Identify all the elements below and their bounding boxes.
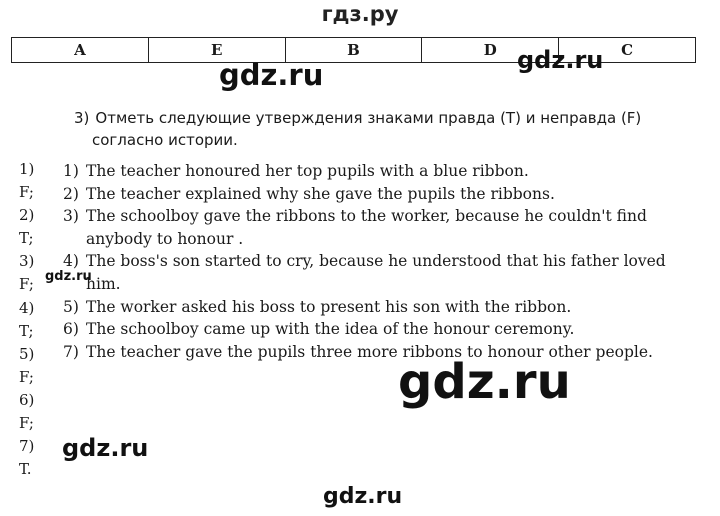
statement-text: The schoolboy came up with the idea of the honour ceremony. xyxy=(86,320,575,339)
statement-item xyxy=(63,341,703,364)
watermark: gdz.ru xyxy=(219,58,324,92)
statement-number: 5) xyxy=(63,297,79,316)
answer-key-item: 3) xyxy=(19,252,35,271)
watermark: gdz.ru xyxy=(45,269,92,284)
statement-number: 7) xyxy=(63,342,79,361)
instruction-line: согласно истории. xyxy=(92,131,238,149)
site-title: гдз.ру xyxy=(321,2,399,26)
statement-list xyxy=(63,160,703,363)
answer-key-item: 5) xyxy=(19,344,35,363)
answer-key-item: F; xyxy=(19,367,34,386)
answer-cell: D xyxy=(422,38,559,63)
statement-item xyxy=(63,318,703,341)
task-instruction xyxy=(74,107,694,151)
instruction-line: Отметь следующие утверждения знаками правда (T) и неправда (F) xyxy=(95,109,642,127)
answer-key-item: T; xyxy=(19,229,34,248)
statement-text: The worker asked his boss to present his son with the ribbon. xyxy=(86,297,572,316)
statement-number: 2) xyxy=(63,184,79,203)
answer-cell: C xyxy=(559,38,696,63)
statement-item xyxy=(63,160,703,183)
statement-text: The teacher explained why she gave the pupils the ribbons. xyxy=(86,184,555,203)
task-number: 3) xyxy=(74,109,90,127)
answer-key-item: F; xyxy=(19,183,34,202)
statement-number: 4) xyxy=(63,252,79,271)
answer-key xyxy=(19,158,59,481)
answer-key-item: 6) xyxy=(19,390,35,409)
statement-number: 6) xyxy=(63,320,79,339)
answer-key-item: T. xyxy=(19,460,32,479)
statement-item xyxy=(63,205,703,250)
statement-item xyxy=(63,250,703,295)
answer-cell: E xyxy=(148,38,285,63)
watermark: gdz.ru xyxy=(517,46,604,74)
watermark: gdz.ru xyxy=(398,354,571,410)
statement-text: The schoolboy gave the ribbons to the worker, because he couldn't find anybody to honour . xyxy=(86,207,647,248)
answer-key-item: F; xyxy=(19,414,34,433)
statement-number: 3) xyxy=(63,207,79,226)
answer-cell: A xyxy=(12,38,149,63)
watermark: gdz.ru xyxy=(62,434,149,462)
statement-text: The teacher honoured her top pupils with a blue ribbon. xyxy=(86,162,529,180)
answer-key-item: F; xyxy=(19,275,34,294)
answer-cell: B xyxy=(285,38,422,63)
statement-text: The teacher gave the pupils three more ribbons to honour other people. xyxy=(86,342,653,361)
answer-key-item: 1) xyxy=(19,160,35,178)
statement-item xyxy=(63,296,703,319)
statement-item xyxy=(63,183,703,206)
answer-key-item: 7) xyxy=(19,437,35,456)
watermark: gdz.ru xyxy=(323,484,403,509)
statement-number: 1) xyxy=(63,162,79,180)
answer-key-item: 2) xyxy=(19,206,35,225)
answer-key-item: T; xyxy=(19,321,34,340)
statement-text: The boss's son started to cry, because he understood that his father loved him. xyxy=(86,252,666,293)
answer-key-item: 4) xyxy=(19,298,35,317)
